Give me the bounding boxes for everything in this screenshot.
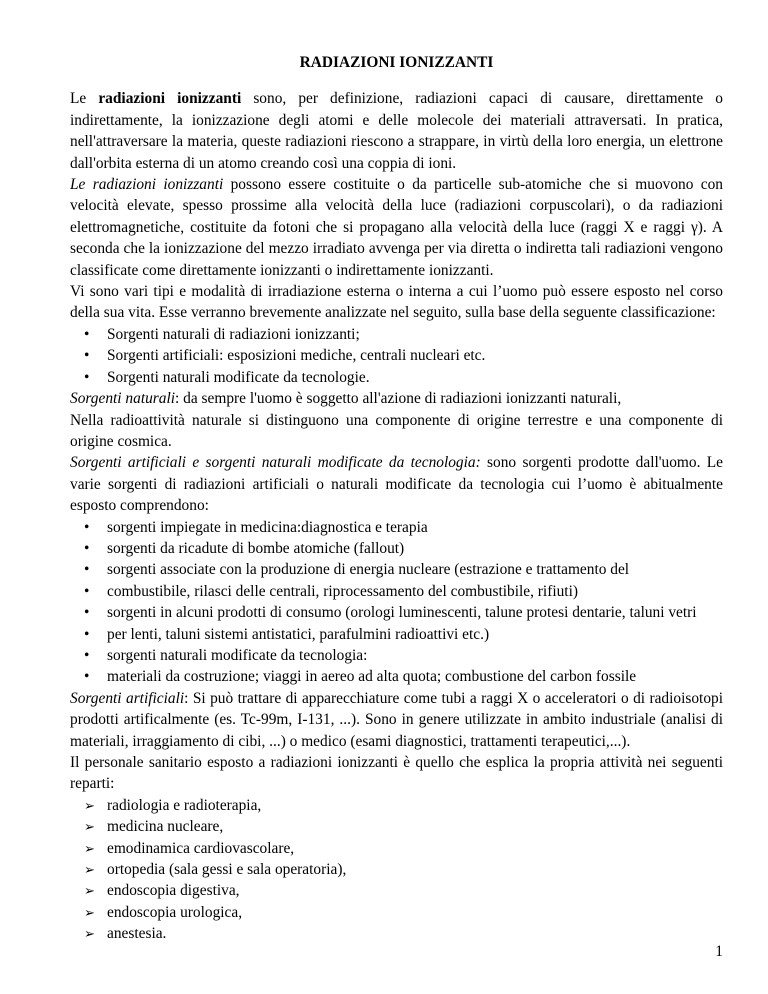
list-item [70, 859, 723, 880]
bullet-icon [84, 517, 89, 538]
list-item-text: emodinamica cardiovascolare, [107, 839, 295, 857]
page-content [70, 52, 723, 945]
departments-list [70, 795, 723, 945]
arrow-bullet-icon [84, 902, 95, 924]
arrow-bullet-icon [84, 838, 95, 860]
paragraph-artificial-equipment-term: Sorgenti artificiali [70, 689, 185, 707]
arrow-bullet-icon [84, 859, 95, 881]
document-title: RADIAZIONI IONIZZANTI [299, 54, 494, 71]
paragraph-artificial-sources-body: sono sorgenti prodotte dall'uomo. Le varie sorgenti di radiazioni artificiali o naturali modificate da tecnologia cui l’uomo è abitualmente esposto comprendono: [70, 454, 723, 515]
term-radiazioni-ionizzanti: radiazioni ionizzanti [98, 90, 242, 108]
list-item [70, 902, 723, 923]
list-item [70, 795, 723, 816]
bullet-icon [84, 324, 89, 345]
artificial-sources-list [70, 517, 723, 688]
list-item [70, 538, 723, 559]
paragraph-artificial-sources-term: Sorgenti artificiali e sorgenti naturali modificate da tecnologia: [70, 454, 481, 472]
bullet-icon [84, 666, 89, 687]
list-item [70, 624, 723, 645]
bullet-icon [84, 367, 89, 388]
list-item [70, 838, 723, 859]
bullet-icon [84, 624, 89, 645]
page-number: 1 [715, 943, 723, 960]
paragraph-artificial-equipment-body: : Si può trattare di apparecchiature come tubi a raggi X o acceleratori o di radioisotopi prodotti artificalmente (es. Tc-99m, I-131, ...). Sono in genere utilizzate in ambito industriale (analisi di materiali, irraggiamento di cibi, ...) o medico (esami diagnostici, trattamenti terapeutici,...). [70, 689, 723, 750]
list-item-text: endoscopia urologica, [107, 903, 243, 921]
list-item-text: endoscopia digestiva, [107, 882, 240, 900]
list-item-text: sorgenti da ricadute di bombe atomiche (fallout) [107, 539, 405, 557]
list-item [70, 923, 723, 944]
list-item [70, 517, 723, 538]
paragraph-natural-radioactivity: Nella radioattività naturale si distinguono una componente di origine terrestre e una componente di origine cosmica. [70, 411, 723, 450]
list-item [70, 581, 723, 602]
list-item [70, 324, 723, 345]
bullet-icon [84, 581, 89, 602]
list-item [70, 602, 723, 623]
paragraph-artificial-equipment [70, 688, 723, 752]
list-item-text: Sorgenti naturali di radiazioni ionizzanti; [107, 325, 360, 343]
paragraph-natural-sources [70, 388, 723, 409]
list-item [70, 345, 723, 366]
list-item-text: materiali da costruzione; viaggi in aereo ad alta quota; combustione del carbon fossile [107, 668, 637, 686]
list-item-text: anestesia. [107, 925, 167, 943]
list-item [70, 645, 723, 666]
bullet-icon [84, 559, 89, 580]
paragraph-artificial-sources [70, 452, 723, 516]
paragraph-composition-term: Le radiazioni ionizzanti [70, 176, 224, 194]
list-item-text: sorgenti associate con la produzione di energia nucleare (estrazione e trattamento del [107, 561, 630, 579]
list-item [70, 559, 723, 580]
list-item-text: ortopedia (sala gessi e sala operatoria), [107, 861, 347, 879]
arrow-bullet-icon [84, 795, 95, 817]
list-item-text: medicina nucleare, [107, 818, 224, 836]
paragraph-natural-sources-body: : da sempre l'uomo è soggetto all'azione di radiazioni ionizzanti naturali, [175, 390, 622, 408]
bullet-icon [84, 645, 89, 666]
paragraph-composition-body: possono essere costituite o da particelle sub-atomiche che si muovono con velocità elevate, spesso prossime alla velocità della luce (radiazioni corpuscolari), o da radiazioni elettromagnetiche, costituite da fotoni che si propagano alla velocità della luce (raggi X e raggi γ). A seconda che la ionizzazione del mezzo irradiato avvenga per via diretta o indiretta tali radiazioni vengono classificate come direttamente ionizzanti o indirettamente ionizzanti. [70, 176, 723, 279]
list-item-text: per lenti, taluni sistemi antistatici, parafulmini radioattivi etc.) [107, 625, 490, 643]
list-item [70, 816, 723, 837]
list-item-text: sorgenti in alcuni prodotti di consumo (orologi luminescenti, talune protesi dentarie, taluni vetri [107, 604, 697, 622]
list-item-text: Sorgenti naturali modificate da tecnologie. [107, 368, 370, 386]
arrow-bullet-icon [84, 816, 95, 838]
arrow-bullet-icon [84, 880, 95, 902]
paragraph-classification-intro: Vi sono vari tipi e modalità di irradiazione esterna o interna a cui l’uomo può essere esposto nel corso della sua vita. Esse verranno brevemente analizzate nel seguito, sulla base della seguente classificazione: [70, 283, 723, 322]
paragraph-definition-lead: Le [70, 90, 99, 108]
paragraph-definition-body: sono, per definizione, radiazioni capaci di causare, direttamente o indirettamente, la ionizzazione degli atomi e delle molecole dei materiali attraversati. In pratica, nell'attraversare la materia, queste radiazioni riescono a strappare, in virtù della loro energia, un elettrone dall'orbita esterna di un atomo creando così una coppia di ioni. [70, 90, 724, 172]
arrow-bullet-icon [84, 923, 95, 945]
bullet-icon [84, 602, 89, 623]
classification-list [70, 324, 723, 388]
list-item [70, 666, 723, 687]
list-item-text: Sorgenti artificiali: esposizioni mediche, centrali nucleari etc. [107, 347, 486, 365]
paragraph-composition [70, 174, 723, 281]
list-item [70, 880, 723, 901]
bullet-icon [84, 538, 89, 559]
list-item-text: sorgenti naturali modificate da tecnologia: [107, 646, 368, 664]
list-item-text: radiologia e radioterapia, [107, 796, 262, 814]
list-item [70, 367, 723, 388]
bullet-icon [84, 345, 89, 366]
paragraph-exposed-staff: Il personale sanitario esposto a radiazioni ionizzanti è quello che esplica la propria attività nei seguenti reparti: [70, 754, 723, 793]
list-item-text: sorgenti impiegate in medicina:diagnostica e terapia [107, 518, 428, 536]
paragraph-natural-sources-term: Sorgenti naturali [70, 390, 176, 408]
paragraph-definition [70, 88, 723, 174]
list-item-text: combustibile, rilasci delle centrali, riprocessamento del combustibile, rifiuti) [107, 582, 578, 600]
